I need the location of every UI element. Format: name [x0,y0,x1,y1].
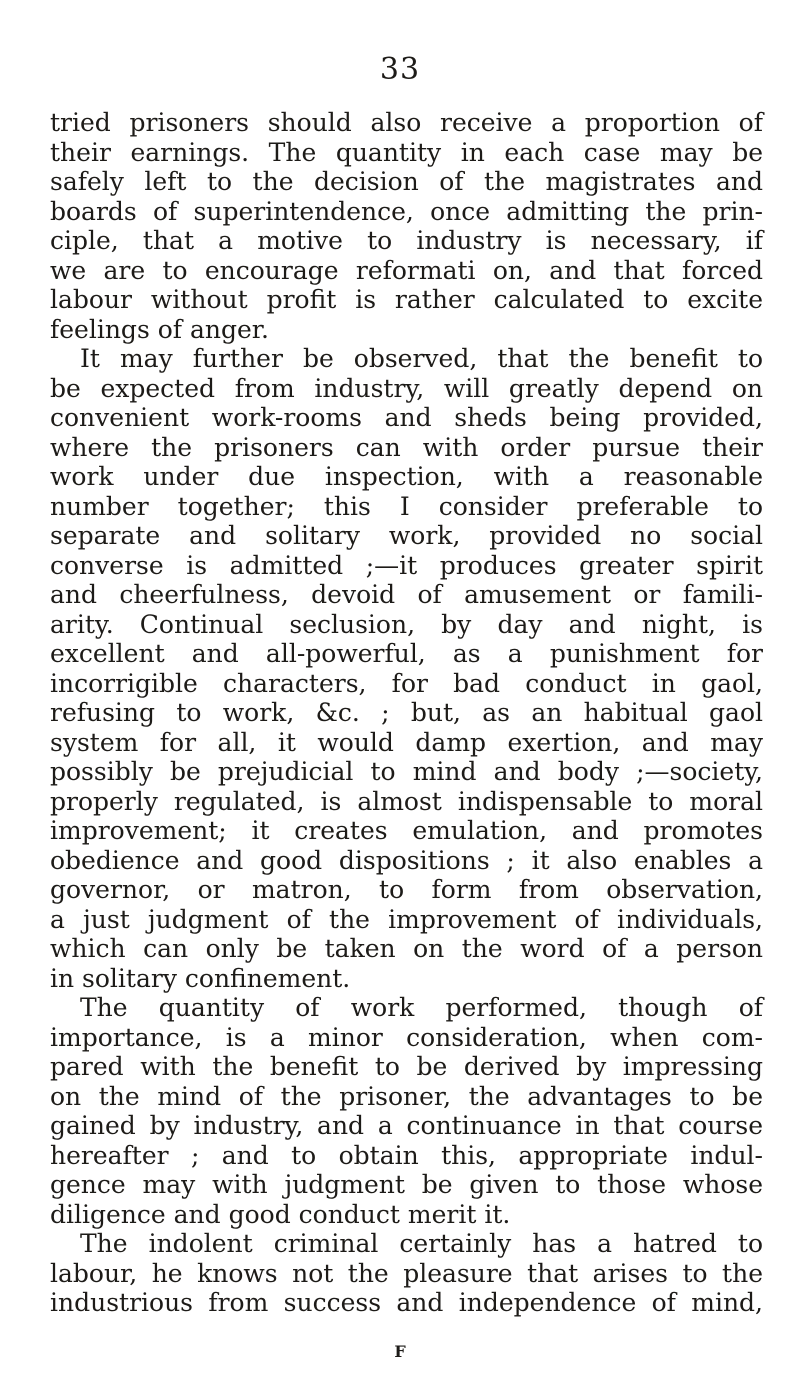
paragraph-start-line: It may further be observed, that the benefit to [80,344,763,373]
text-line: industrious from success and independence of mind, [50,1288,763,1317]
text-line: arity. Continual seclusion, by day and night, is [50,609,763,639]
text-line: excellent and all-powerful, as a punishment for [50,639,763,668]
page-number: 33 [379,52,421,87]
text-line: be expected from industry, will greatly depend on [50,373,763,403]
text-line: labour without profit is rather calculated to excite [50,285,763,314]
text-line: their earnings. The quantity in each case may be [50,137,763,167]
text-line: a just judgment of the improvement of individuals, [50,904,763,934]
text-line: possibly be prejudicial to mind and body ;—society, [50,757,763,786]
text-line: properly regulated, is almost indispensable to moral [50,786,763,816]
text-line: ciple, that a motive to industry is necessary, if [50,226,763,255]
text-line: in solitary confinement. [50,963,351,993]
text-line: improvement; it creates emulation, and promotes [50,816,763,845]
text-line: which can only be taken on the word of a person [50,934,763,963]
text-line: refusing to work, &c. ; but, as an habitual gaol [50,698,763,727]
text-line: number together; this I consider preferable to [50,491,763,521]
text-line: governor, or matron, to form from observation, [50,875,763,904]
text-line: labour, he knows not the pleasure that arises to the [50,1258,763,1288]
text-line: hereafter ; and to obtain this, appropriate indul- [50,1140,763,1170]
text-line: importance, is a minor consideration, when com- [50,1022,763,1052]
text-line: where the prisoners can with order pursue their [50,432,763,462]
text-line: obedience and good dispositions ; it also enables a [50,845,763,875]
signature-mark: F [394,1342,406,1361]
text-line: converse is admitted ;—it produces greater spirit [50,550,763,580]
text-line: safely left to the decision of the magistrates and [50,167,763,196]
text-line: system for all, it would damp exertion, and may [50,727,763,757]
text-line: gained by industry, and a continuance in that course [50,1111,763,1140]
text-line: feelings of anger. [50,314,269,344]
text-line: work under due inspection, with a reasonable [50,462,763,491]
text-line: and cheerfulness, devoid of amusement or famili- [50,580,763,609]
text-line: tried prisoners should also receive a proportion of [50,108,763,137]
text-line: incorrigible characters, for bad conduct in gaol, [50,668,763,698]
text-line: gence may with judgment be given to those whose [50,1170,763,1199]
text-line: separate and solitary work, provided no social [50,521,763,550]
text-line: on the mind of the prisoner, the advantages to be [50,1081,763,1111]
paragraph-start-line: The quantity of work performed, though of [80,993,763,1022]
paragraph-start-line: The indolent criminal certainly has a hatred to [80,1229,763,1258]
text-line: boards of superintendence, once admitting the prin- [50,196,763,226]
text-line: diligence and good conduct merit it. [50,1199,511,1229]
body-text [50,108,763,1318]
text-line: pared with the benefit to be derived by impressing [50,1052,763,1081]
text-line: convenient work-rooms and sheds being provided, [50,403,763,432]
text-line: we are to encourage reformati on, and that forced [50,255,763,285]
